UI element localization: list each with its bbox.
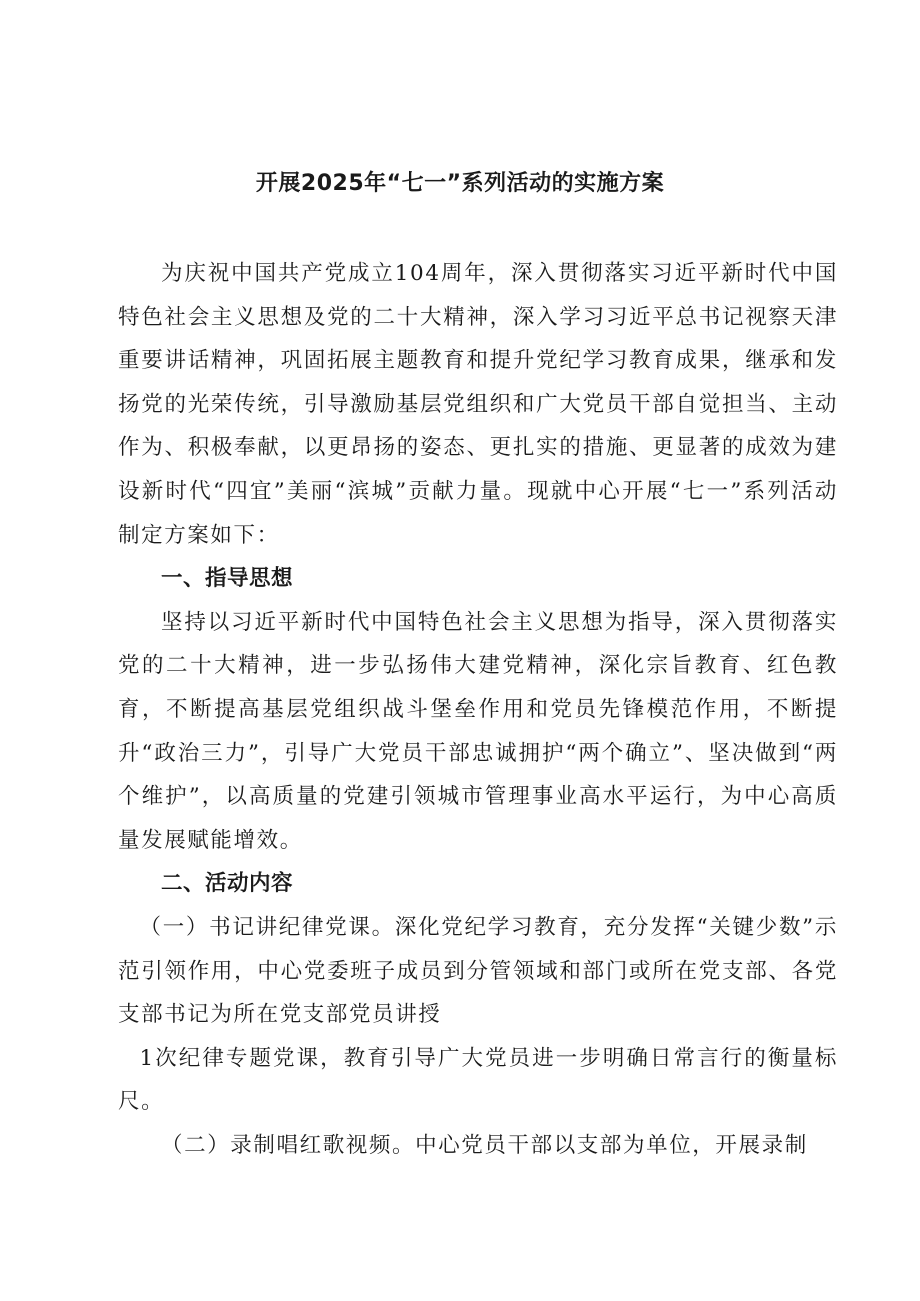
document-title: 开展2025年“七一”系列活动的实施方案 — [255, 171, 665, 196]
intro-paragraph: 为庆祝中国共产党成立104周年，深入贯彻落实习近平新时代中国特色社会主义思想及党的二十大精神，深入学习习近平总书记视察天津重要讲话精神，巩固拓展主题教育和提升党纪学习教育成果，继承和发扬党的光荣传统，引导激励基层党组织和广大党员干部自觉担当、主动作为、积极奉献，以更昂扬的姿态、更扎实的措施、更显著的成效为建设新时代“四宜”美丽“滨城”贡献力量。现就中心开展“七一”系列活动制定方案如下： — [118, 261, 838, 548]
activity-item-1-continued: 1次纪律专题党课，教育引导广大党员进一步明确日常言行的衡量标尺。 — [118, 1045, 838, 1115]
section-heading-guiding-ideology: 一、指导思想 — [161, 566, 294, 592]
guiding-ideology-paragraph: 坚持以习近平新时代中国特色社会主义思想为指导，深入贯彻落实党的二十大精神，进一步弘扬伟大建党精神，深化宗旨教育、红色教育，不断提高基层党组织战斗堡垒作用和党员先锋模范作用，不断提升“政治三力”，引导广大党员干部忠诚拥护“两个确立”、坚决做到“两个维护”，以高质量的党建引领城市管理事业高水平运行，为中心高质量发展赋能增效。 — [118, 609, 838, 853]
section-heading-activities: 二、活动内容 — [161, 871, 294, 897]
document-body — [118, 252, 838, 1167]
activity-item-2: （二）录制唱红歌视频。中心党员干部以支部为单位，开展录制 — [161, 1132, 808, 1158]
activity-item-1: （一）书记讲纪律党课。深化党纪学习教育，充分发挥“关键少数”示范引领作用，中心党委班子成员到分管领域和部门或所在党支部、各党支部书记为所在党支部党员讲授 — [118, 914, 838, 1028]
